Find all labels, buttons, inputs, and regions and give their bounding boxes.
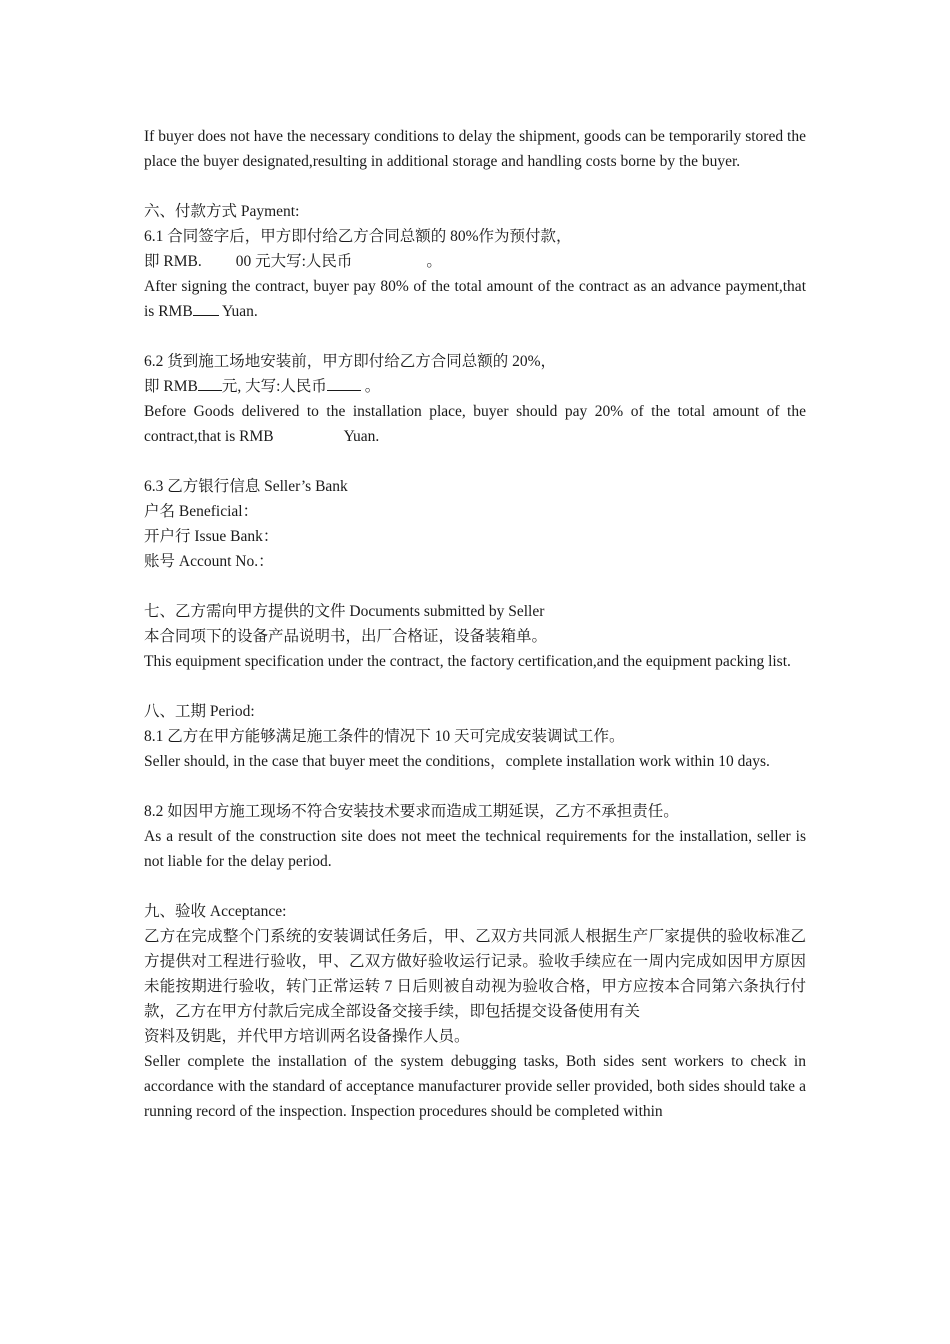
documents-heading: 七、乙方需向甲方提供的文件 Documents submitted by Seller [144, 603, 545, 620]
amount-blank [193, 299, 219, 316]
account-number-field: 账号 Account No.： [144, 553, 274, 570]
clause-6-1-cn: 6.1 合同签字后，甲方即付给乙方合同总额的 80%作为预付款， [144, 228, 572, 245]
acceptance-heading: 九、验收 Acceptance: [144, 903, 287, 920]
amount-blank [198, 374, 222, 391]
payment-heading: 六、付款方式 Payment: [144, 203, 300, 220]
acceptance-cn-continued: 资料及钥匙，并代甲方培训两名设备操作人员。 [144, 1028, 470, 1045]
document-body [144, 124, 806, 1124]
issue-bank-field: 开户行 Issue Bank： [144, 528, 279, 545]
clause-8-1-cn: 8.1 乙方在甲方能够满足施工条件的情况下 10 天可完成安装调试工作。 [144, 728, 625, 745]
clause-6-2-en: Before Goods delivered to the installation place, buyer should pay 20% of the total amount of the contract,that is RMB Yuan. [144, 403, 806, 445]
clause-8-1-en: Seller should, in the case that buyer meet the conditions，complete installation work within 10 days. [144, 753, 770, 770]
clause-8-2-en: As a result of the construction site does not meet the technical requirements for the installation, seller is not liable for the delay period. [144, 828, 806, 870]
documents-cn: 本合同项下的设备产品说明书，出厂合格证，设备装箱单。 [144, 628, 548, 645]
acceptance-en: Seller complete the installation of the system debugging tasks, Both sides sent workers to check in accordance with the standard of acceptance manufacturer provide seller provided, both sides should take a running record of the inspection. Inspection procedures should be completed within [144, 1053, 806, 1120]
clause-6-1-amount: 即 RMB. 00 元大写:人民币 。 [144, 253, 442, 270]
period-heading: 八、工期 Period: [144, 703, 255, 720]
acceptance-cn: 乙方在完成整个门系统的安装调试任务后，甲、乙双方共同派人根据生产厂家提供的验收标准乙方提供对工程进行验收，甲、乙双方做好验收运行记录。验收手续应在一周内完成如因甲方原因未能按期进行验收，转门正常运转 7 日后则被自动视为验收合格，甲方应按本合同第六条执行付款，乙方在甲方付款后完成全部设备交接手续，即包括提交设备使用有关 [144, 928, 806, 1020]
amount-blank [327, 374, 361, 391]
shipment-delay-paragraph: If buyer does not have the necessary conditions to delay the shipment, goods can be temporarily stored the place the buyer designated,resulting in additional storage and handling costs borne by the buyer. [144, 128, 806, 170]
clause-8-2-cn: 8.2 如因甲方施工现场不符合安装技术要求而造成工期延误，乙方不承担责任。 [144, 803, 679, 820]
clause-6-2-amount: 即 RMB 元, 大写:人民币 。 [144, 374, 806, 399]
documents-en: This equipment specification under the contract, the factory certification,and the equipment packing list. [144, 653, 791, 670]
clause-6-2-cn: 6.2 货到施工场地安装前，甲方即付给乙方合同总额的 20%， [144, 353, 557, 370]
clause-6-3-heading: 6.3 乙方银行信息 Seller’s Bank [144, 478, 348, 495]
beneficial-field: 户名 Beneficial： [144, 503, 259, 520]
clause-6-1-en: After signing the contract, buyer pay 80% of the total amount of the contract as an advance payment,that is RMB Yuan. [144, 278, 806, 320]
